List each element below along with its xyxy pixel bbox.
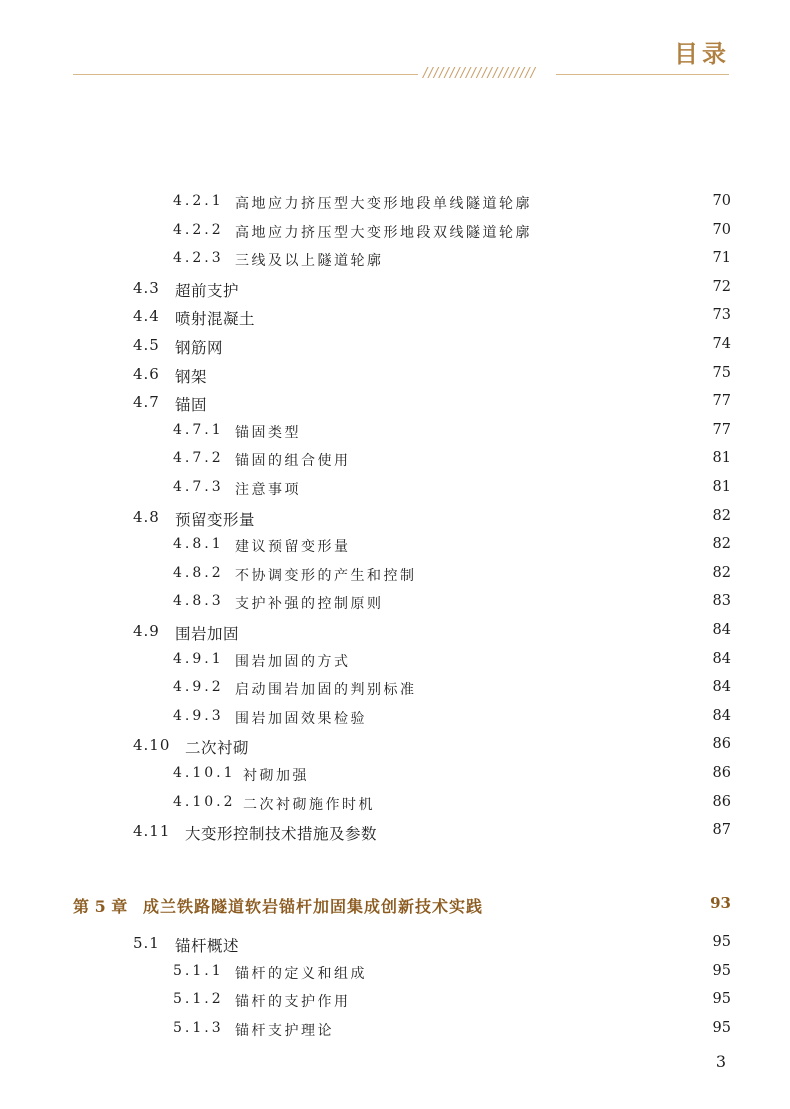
toc-entry[interactable] (0, 765, 790, 787)
toc-entry-page: 77 (712, 421, 731, 438)
toc-entry-page: 84 (712, 622, 731, 638)
toc-entry-title: 大变形控制技术措施及参数 (185, 825, 378, 844)
toc-entry-title: 钢筋网 (175, 339, 224, 357)
page-header-title: 目录 (674, 39, 730, 68)
toc-entry[interactable] (0, 393, 790, 415)
page-number: 3 (715, 1052, 726, 1071)
toc-entry[interactable] (0, 365, 790, 387)
toc-entry-title: 衬砌加强 (243, 768, 309, 784)
toc-entry-page: 83 (712, 593, 731, 610)
toc-entry-page: 86 (712, 765, 731, 781)
toc-entry-title: 二次衬砌施作时机 (243, 796, 375, 813)
toc-entry[interactable] (0, 536, 790, 558)
toc-entry[interactable] (0, 193, 790, 215)
toc-entry[interactable] (0, 679, 790, 701)
toc-entry-page: 71 (712, 250, 731, 267)
header-rule-left (73, 74, 418, 75)
toc-entry-title: 钢架 (175, 367, 208, 386)
toc-entry-title: 超前支护 (175, 281, 240, 300)
toc-entry-number: 5.1.2 (173, 991, 224, 1008)
toc-entry-number: 4.2.2 (173, 221, 224, 238)
toc-entry-number: 4.4 (133, 307, 160, 326)
toc-entry[interactable] (0, 336, 790, 358)
toc-entry-number: 4.8.2 (173, 564, 224, 581)
chapter-page: 93 (710, 894, 731, 912)
toc-entry[interactable] (0, 708, 790, 730)
toc-entry-number: 4.7 (133, 393, 160, 412)
toc-entry-page: 86 (712, 793, 731, 810)
toc-entry-page: 95 (712, 934, 731, 950)
toc-entry[interactable] (0, 934, 790, 956)
toc-entry[interactable] (0, 422, 790, 444)
toc-entry-number: 4.9.1 (173, 650, 224, 667)
toc-entry-title: 高地应力挤压型大变形地段单线隧道轮廓 (235, 196, 532, 212)
toc-entry-title: 启动围岩加固的判别标准 (235, 682, 417, 699)
toc-entry[interactable] (0, 963, 790, 985)
toc-entry-page: 84 (712, 707, 731, 724)
toc-entry-page: 81 (712, 479, 731, 495)
toc-entry-title: 锚杆支护理论 (235, 1022, 334, 1039)
toc-entry-title: 喷射混凝土 (175, 310, 256, 329)
toc-entry-page: 95 (712, 962, 731, 979)
toc-entry-title: 锚杆的支护作用 (235, 994, 351, 1011)
toc-entry[interactable] (0, 279, 790, 301)
toc-entry-number: 4.3 (133, 278, 160, 297)
header-hatch-ornament: ///////////////////// (423, 66, 536, 81)
toc-entry-number: 4.10.1 (173, 765, 236, 781)
toc-entry-number: 4.8.3 (173, 593, 224, 610)
toc-entry[interactable] (0, 508, 790, 530)
toc-entry-number: 4.2.1 (173, 193, 224, 209)
toc-entry[interactable] (0, 991, 790, 1013)
chapter-number: 第 5 章 (73, 897, 128, 916)
toc-entry-title: 锚杆概述 (175, 937, 240, 955)
toc-entry-title: 建议预留变形量 (235, 539, 351, 556)
toc-entry-page: 86 (712, 736, 731, 753)
toc-entry-page: 82 (712, 507, 731, 524)
toc-entry[interactable] (0, 794, 790, 816)
toc-entry-page: 72 (712, 278, 731, 295)
toc-entry-page: 84 (712, 650, 731, 667)
toc-entry-title: 锚固的组合使用 (235, 453, 351, 470)
toc-entry-title: 三线及以上隧道轮廓 (235, 253, 384, 270)
toc-entry-page: 77 (712, 393, 731, 410)
toc-entry-page: 95 (712, 1019, 731, 1036)
toc-entry-number: 4.7.1 (173, 421, 224, 438)
toc-entry-title: 锚固类型 (235, 424, 301, 441)
toc-entry-page: 70 (712, 193, 731, 209)
toc-entry-page: 87 (712, 822, 731, 839)
toc-entry[interactable] (0, 250, 790, 272)
toc-entry[interactable] (0, 1020, 790, 1042)
toc-entry[interactable] (0, 450, 790, 472)
toc-entry-page: 81 (712, 450, 731, 467)
toc-entry-title: 预留变形量 (175, 510, 256, 529)
toc-entry[interactable] (0, 479, 790, 501)
toc-entry[interactable] (0, 651, 790, 673)
toc-entry-page: 82 (712, 564, 731, 581)
toc-entry-title: 注意事项 (235, 482, 301, 498)
toc-entry[interactable] (0, 222, 790, 244)
toc-entry-number: 4.6 (133, 364, 160, 383)
toc-entry-title: 支护补强的控制原则 (235, 596, 384, 613)
toc-entry-page: 95 (712, 991, 731, 1008)
toc-entry-page: 84 (712, 679, 731, 696)
toc-entry-title: 二次衬砌 (185, 739, 250, 758)
toc-entry-page: 74 (712, 336, 731, 352)
toc-entry-title: 围岩加固效果检验 (235, 710, 367, 727)
toc-entry-number: 4.8 (133, 507, 160, 526)
toc-entry-number: 4.8.1 (173, 536, 224, 553)
toc-entry-title: 锚固 (175, 396, 208, 415)
toc-entry-number: 5.1 (133, 934, 160, 952)
toc-entry[interactable] (0, 565, 790, 587)
toc-entry-number: 4.9 (133, 622, 160, 640)
toc-entry[interactable] (0, 822, 790, 844)
toc-entry-number: 5.1.3 (173, 1019, 224, 1036)
toc-entry[interactable] (0, 622, 790, 644)
toc-entry-number: 4.11 (133, 822, 171, 841)
toc-entry-number: 4.7.2 (173, 450, 224, 467)
toc-entry[interactable] (0, 307, 790, 329)
toc-entry[interactable] (0, 593, 790, 615)
toc-entry-page: 73 (712, 307, 731, 324)
toc-entry-number: 4.5 (133, 336, 160, 354)
toc-entry-title: 不协调变形的产生和控制 (235, 567, 417, 584)
toc-entry-title: 锚杆的定义和组成 (235, 965, 367, 982)
toc-entry-number: 4.2.3 (173, 250, 224, 267)
chapter-title: 成兰铁路隧道软岩锚杆加固集成创新技术实践 (143, 897, 484, 916)
toc-entry-number: 4.10 (133, 736, 171, 755)
chapter-heading[interactable] (0, 894, 790, 920)
toc-entry-title: 高地应力挤压型大变形地段双线隧道轮廓 (235, 224, 532, 241)
toc-entry-page: 70 (712, 221, 731, 238)
toc-entry-title: 围岩加固 (175, 625, 240, 643)
toc-entry-number: 4.9.3 (173, 707, 224, 724)
toc-entry-number: 4.10.2 (173, 793, 236, 810)
toc-entry-number: 4.7.3 (173, 479, 224, 495)
toc-entry-title: 围岩加固的方式 (235, 653, 351, 670)
toc-entry-number: 5.1.1 (173, 962, 224, 979)
toc-entry-number: 4.9.2 (173, 679, 224, 696)
toc-entry-page: 82 (712, 536, 731, 553)
toc-entry[interactable] (0, 736, 790, 758)
header-rule-right (556, 74, 729, 75)
toc-entry-page: 75 (712, 364, 731, 381)
